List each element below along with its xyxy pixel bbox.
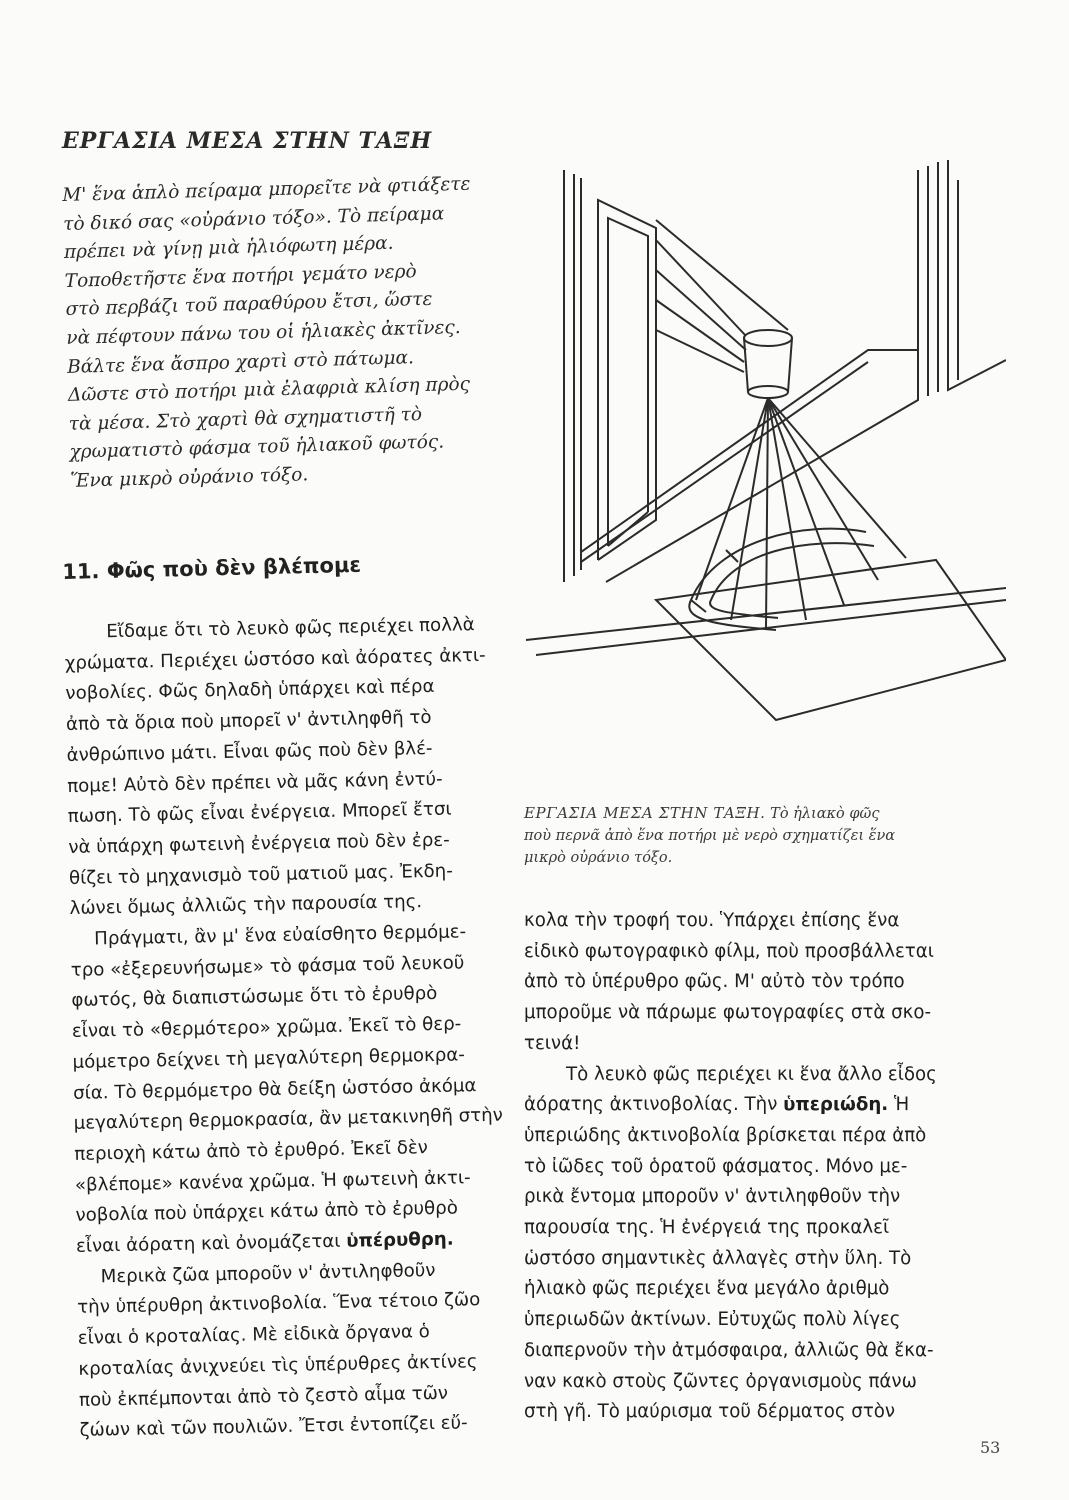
term-ultraviolet: ὑπεριώδη. xyxy=(783,1094,889,1116)
paragraph-line-text: εἶναι ἀόρατη καὶ ὀνομάζεται xyxy=(75,1230,347,1257)
classroom-activity-text xyxy=(62,170,501,496)
paragraph-line: μεγαλύτερη θερμοκρασία, ἂν μετακινηθῆ στὴν xyxy=(73,1104,504,1135)
activity-line: χρωματιστὸ φάσμα τοῦ ἡλιακοῦ φωτός. xyxy=(69,431,445,464)
term-infrared: ὑπέρυθρη. xyxy=(346,1228,454,1252)
paragraph-line: Τὸ λευκὸ φῶς περιέχει κι ἕνα ἄλλο εἶδος xyxy=(566,1063,937,1085)
classroom-activity-title: ΕΡΓΑΣΙΑ ΜΕΣΑ ΣΤΗΝ ΤΑΞΗ xyxy=(62,128,433,154)
paragraph-line: εἶναι τὸ «θερμότερο» χρῶμα. Ἐκεῖ τὸ θερ- xyxy=(71,1013,462,1043)
paragraph-line: ὑπεριώδης ἀκτινοβολία βρίσκεται πέρα ἀπὸ xyxy=(524,1124,927,1146)
paragraph-line: τὴν ὑπέρυθρη ἀκτινοβολία. Ἕνα τέτοιο ζῶο xyxy=(77,1289,481,1319)
paragraph-line: νὰ ὑπάρχη φωτεινὴ ἐνέργεια ποὺ δὲν ἐρε- xyxy=(68,829,450,858)
paragraph-line: περιοχὴ κάτω ἀπὸ τὸ ἐρυθρό. Ἐκεῖ δὲν xyxy=(74,1137,429,1165)
activity-line: Μ' ἕνα ἁπλὸ πείραμα μπορεῖτε νὰ φτιάξετε xyxy=(62,173,471,206)
paragraph-line: Πράγματι, ἂν μ' ἕνα εὐαίσθητο θερμόμε- xyxy=(93,921,467,950)
caption-text: μικρὸ οὐράνιο τόξο. xyxy=(524,850,673,866)
paragraph-line: Εἴδαμε ὅτι τὸ λευκὸ φῶς περιέχει πολλὰ xyxy=(106,614,475,643)
paragraph-line: ἀπὸ τὰ ὅρια ποὺ μπορεῖ ν' ἀντιληφθῆ τὸ xyxy=(65,707,432,736)
paragraph-line: κολα τὴν τροφή του. Ὑπάρχει ἐπίσης ἕνα xyxy=(524,910,900,931)
paragraph-line: πομε! Αὐτὸ δὲν πρέπει νὰ μᾶς κάνη ἐντύ- xyxy=(67,768,443,797)
caption-text: Τὸ ἡλιακὸ φῶς xyxy=(765,806,880,822)
paragraph-line: εἰδικὸ φωτογραφικὸ φίλμ, ποὺ προσβάλλεται xyxy=(524,940,934,962)
paragraph-line: μόμετρο δείχνει τὴ μεγαλύτερη θερμοκρα- xyxy=(72,1044,466,1073)
paragraph-line: «βλέπομε» κανένα χρῶμα. Ἡ φωτεινὴ ἀκτι- xyxy=(74,1166,471,1196)
paragraph-line: μποροῦμε νὰ πάρωμε φωτογραφίες στὰ σκο- xyxy=(524,1002,932,1024)
water-glass xyxy=(744,330,792,346)
paragraph-line-text: ἀόρατης ἀκτινοβολίας. Τὴν xyxy=(524,1094,784,1116)
activity-line: Τοποθετῆστε ἕνα ποτήρι γεμάτο νερὸ xyxy=(64,260,417,292)
paragraph-line: ζώων καὶ τῶν πουλιῶν. Ἔτσι ἐντοπίζει εὔ- xyxy=(79,1412,468,1442)
paragraph-line: ἡλιακὸ φῶς περιέχει ἕνα μεγάλο ἀριθμὸ xyxy=(524,1278,890,1300)
caption-title: ΕΡΓΑΣΙΑ ΜΕΣΑ ΣΤΗΝ ΤΑΞΗ. xyxy=(524,804,766,822)
paragraph-line xyxy=(524,1090,994,1121)
window-sill xyxy=(581,350,918,582)
paragraph-line: διαπερνοῦν τὴν ἀτμόσφαιρα, ἀλλιῶς θὰ ἔκα- xyxy=(524,1339,934,1361)
activity-line: Δῶστε στὸ ποτήρι μιὰ ἐλαφριὰ κλίση πρὸς xyxy=(67,373,471,407)
paragraph-line: σία. Τὸ θερμόμετρο θὰ δείξη ὡστόσο ἀκόμα xyxy=(72,1074,477,1104)
activity-line: τὰ μέσα. Στὸ χαρτὶ θὰ σχηματιστῆ τὸ xyxy=(68,403,423,435)
paragraph-line: ἀπὸ τὸ ὑπέρυθρο φῶς. Μ' αὐτὸ τὸν τρόπο xyxy=(524,971,905,993)
section-heading: 11. Φῶς ποὺ δὲν βλέπομε xyxy=(62,552,362,584)
paragraph-line: εἶναι ὁ κροταλίας. Μὲ εἰδικὰ ὄργανα ὁ xyxy=(77,1321,430,1350)
left-text-column xyxy=(64,610,520,1447)
paragraph-line: Μερικὰ ζῶα μποροῦν ν' ἀντιληφθοῦν xyxy=(100,1259,436,1288)
paragraph-line: φωτός, θὰ διαπιστώσωμε ὅτι τὸ ἐρυθρὸ xyxy=(71,983,438,1012)
right-text-column xyxy=(524,906,994,1428)
paragraph-line: ποὺ ἐκπέμπονται ἀπὸ τὸ ζεστὸ αἷμα τῶν xyxy=(78,1382,449,1411)
activity-line: Βάλτε ἕνα ἄσπρο χαρτὶ στὸ πάτωμα. xyxy=(66,346,415,378)
paragraph-line: κροταλίας ἀνιχνεύει τὶς ὑπέρυθρες ἀκτίνες xyxy=(78,1351,478,1380)
paragraph-line: τρο «ἐξερευνήσωμε» τὸ φάσμα τοῦ λευκοῦ xyxy=(70,952,465,981)
paragraph-line: στὴ γῆ. Τὸ μαύρισμα τοῦ δέρματος στὸν xyxy=(524,1401,896,1423)
paper-sheet xyxy=(656,560,1006,720)
activity-line: τὸ δικό σας «οὐράνιο τόξο». Τὸ πείραμα xyxy=(62,202,445,235)
activity-line: πρέπει νὰ γίνῃ μιὰ ἡλιόφωτη μέρα. xyxy=(63,232,394,264)
paragraph-line: χρώματα. Περιέχει ὡστόσο καὶ ἀόρατες ἀκτι- xyxy=(64,644,486,674)
paragraph-line: νοβολίες. Φῶς δηλαδὴ ὑπάρχει καὶ πέρα xyxy=(65,676,435,705)
activity-line: Ἕνα μικρὸ οὐράνιο τόξο. xyxy=(70,464,309,492)
figure-caption xyxy=(524,802,994,869)
paragraph-line: ἀνθρώπινο μάτι. Εἶναι φῶς ποὺ δὲν βλέ- xyxy=(66,737,433,766)
paragraph-line: τεινά! xyxy=(524,1032,581,1054)
window-glass-illustration xyxy=(506,100,1006,800)
paragraph-line-text: Ἡ xyxy=(888,1094,910,1116)
activity-line: νὰ πέφτουν πάνω του οἱ ἡλιακὲς ἀκτῖνες. xyxy=(66,316,461,349)
paragraph-line: νοβολία ποὺ ὑπάρχει κάτω ἀπὸ τὸ ἐρυθρὸ xyxy=(75,1197,459,1227)
paragraph-line: ναν κακὸ στοὺς ζῶντες ὀργανισμοὺς πάνω xyxy=(524,1370,917,1392)
caption-text: ποὺ περνᾶ ἀπὸ ἕνα ποτήρι μὲ νερὸ σχηματίζει ἕνα xyxy=(524,828,896,844)
paragraph-line: θίζει τὸ μηχανισμὸ τοῦ ματιοῦ μας. Ἐκδη- xyxy=(68,860,453,889)
paragraph-line: ὑπεριωδῶν ἀκτίνων. Εὐτυχῶς πολὺ λίγες xyxy=(524,1309,901,1331)
paragraph-line: ρικὰ ἔντομα μποροῦν ν' ἀντιληφθοῦν τὴν xyxy=(524,1186,901,1208)
paragraph-line: λώνει ὅμως ἀλλιῶς τὴν παρουσία της. xyxy=(69,891,423,920)
paragraph-line: ὡστόσο σημαντικὲς ἀλλαγὲς στὴν ὕλη. Τὸ xyxy=(524,1247,912,1269)
paragraph-line: παρουσία της. Ἡ ἐνέργειά της προκαλεῖ xyxy=(524,1217,890,1239)
paragraph-line: πωση. Τὸ φῶς εἶναι ἐνέργεια. Μπορεῖ ἔτσι xyxy=(67,798,452,828)
illustration-drawing xyxy=(506,100,1006,800)
activity-line: στὸ περβάζι τοῦ παραθύρου ἔτσι, ὥστε xyxy=(65,289,433,321)
page-number: 53 xyxy=(980,1438,1001,1457)
paragraph-line: τὸ ἰῶδες τοῦ ὁρατοῦ φάσματος. Μόνο με- xyxy=(524,1155,908,1177)
